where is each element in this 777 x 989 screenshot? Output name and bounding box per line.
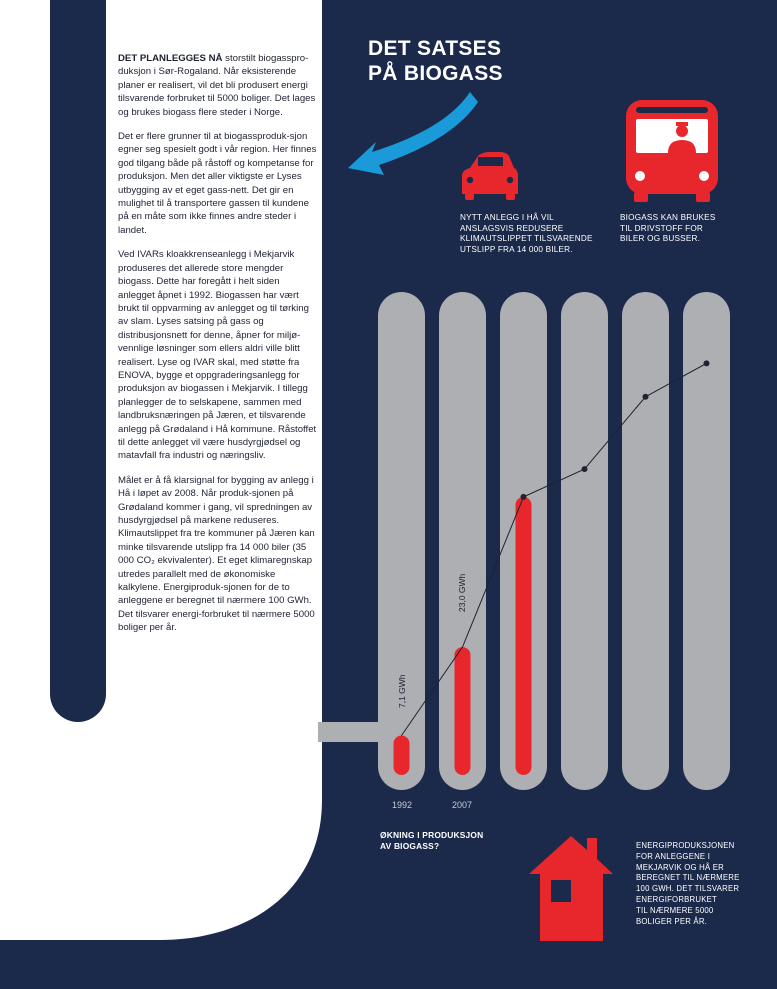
bus-icon <box>626 100 718 202</box>
headline-line-2: PÅ BIOGASS <box>368 62 503 85</box>
article-body <box>118 52 318 646</box>
article-lead-rest: storstilt biogasspro- duksjon i Sør-Rogaland. Når eksisterende planer er realisert, vil det bli produsert energi tilsvarende forbruket til 5000 boliger. Det lages og brukes biogass flere steder i Norge. <box>118 53 316 118</box>
page-headline <box>368 36 503 86</box>
bus-caption: BIOGASS KAN BRUKES TIL DRIVSTOFF FOR BILER OG BUSSER. <box>620 213 716 244</box>
data-label-1992: 7,1 GWh <box>397 674 407 708</box>
house-caption: ENERGIPRODUKSJONEN FOR ANLEGGENE I MEKJARVIK OG HÅ ER BEREGNET TIL NÆRMERE 100 GWH. DET TILSVARER ENERGIFORBRUKET TIL NÆRMERE 5000 BOLIGER PER ÅR. <box>636 841 740 926</box>
trend-point-3 <box>521 494 527 500</box>
pipe-left <box>50 0 106 722</box>
chart-track-4 <box>561 292 608 790</box>
chart-bar-3 <box>516 497 532 775</box>
trend-point-5 <box>643 394 649 400</box>
chart-track-6 <box>683 292 730 790</box>
chart-question-caption: ØKNING I PRODUKSJON AV BIOGASS? <box>380 830 484 851</box>
article-paragraph-2: Det er flere grunner til at biogassproduk-sjon egner seg spesielt godt i vår region. Her finnes god tilgang både på råstoff og kompetanse for produksjon. Men det aller viktigste er Lyses utbygging av et eget gass-nett. Det gir en mulighet til å transportere gassen til kundene på en måte som ikke finnes andre steder i landet. <box>118 131 317 236</box>
tick-label-2007: 2007 <box>452 800 473 810</box>
chart-track-1 <box>378 292 425 790</box>
chart-bar-1 <box>394 736 410 775</box>
arrow-icon <box>348 92 478 175</box>
chart-track-5 <box>622 292 669 790</box>
tick-label-1992: 1992 <box>392 800 413 810</box>
trend-point-6 <box>704 360 710 366</box>
car-icon <box>462 152 518 200</box>
article-paragraph-1 <box>118 52 318 119</box>
trend-point-4 <box>582 466 588 472</box>
car-caption: NYTT ANLEGG I HÅ VIL ANSLAGSVIS REDUSERE KLIMAUTSLIPPET TILSVARENDE UTSLIPP FRA 14 000 BILER. <box>460 213 593 254</box>
article-lead-bold: DET PLANLEGGES NÅ <box>118 53 223 64</box>
article-paragraph-4: Målet er å få klarsignal for bygging av anlegg i Hå i løpet av 2008. Når produk-sjonen på Grødaland kommer i gang, vil spredningen av husdyrgjødsel på markene reduseres. Klimautslippet fra tre kommuner på Jæren kan minke tilsvarende utslipp fra 14 000 biler (35 000 CO₂ ekvivalenter). Et eget klimaregnskap utredes parallelt med de økonomiske kalkylene. Energiproduk-sjonen for de to anleggene er beregnet til nærmere 100 GWh. Det tilsvarer energi-forbruket til nærmere 5000 boliger per år. <box>118 474 315 634</box>
chart-bar-2 <box>455 647 471 775</box>
chart-tracks <box>378 292 730 790</box>
article-paragraph-3: Ved IVARs kloakkrenseanlegg i Mekjarvik produseres det allerede store mengder biogass. Dette har foregått i helt siden anlegget åpnet i 1992. Biogassen har vært brukt til oppvarming av anlegget og til tørking av slam. Lyses satsing på gass og distribusjonsnett for denne, åpner for miljø-vennlige løsninger som ellers aldri ville blitt realisert. Lyse og IVAR skal, med støtte fra ENOVA, bygge et oppgraderingsanlegg for produksjon av biogassen i Mekjarvik. I tillegg planlegger de to selskapene, sammen med landbruksnæringen på Jæren, et tilsvarende anlegg på Grødaland i Hå kommune. Råstoffet til dette anlegget vil være husdyrgjødsel og matavfall fra industri og næringsliv. <box>118 249 317 462</box>
data-label-2007: 23,0 GWh <box>457 573 467 612</box>
headline-line-1: DET SATSES <box>368 37 502 60</box>
house-icon <box>529 836 613 941</box>
pipe-connector <box>318 722 384 742</box>
